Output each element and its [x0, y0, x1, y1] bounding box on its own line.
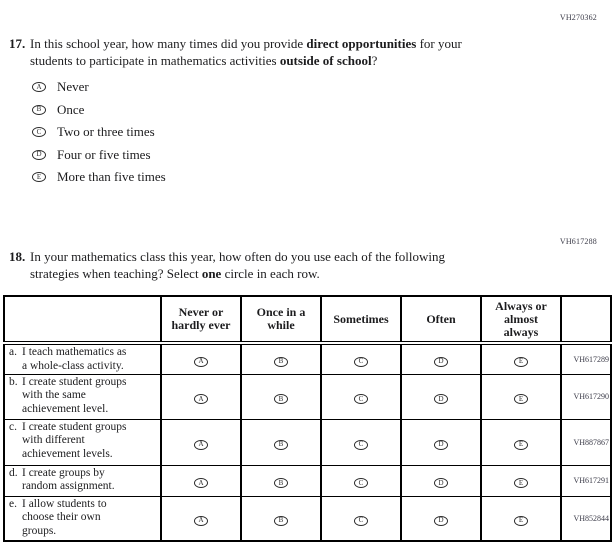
cell-once-in-a-while: [241, 374, 321, 419]
row-stem: [4, 343, 161, 374]
option-never[interactable]: [32, 79, 166, 95]
row-letter: b.: [9, 375, 18, 388]
row-stem: [4, 465, 161, 496]
row-stem: [4, 419, 161, 465]
question-17: [9, 36, 535, 69]
header-always-or-almost-always: [481, 296, 561, 343]
table-header-row: [4, 296, 611, 343]
question-18-text: [30, 249, 535, 282]
strategy-row-b: [4, 374, 611, 419]
header-stem-blank: [4, 296, 161, 343]
option-two-or-three-times[interactable]: [32, 124, 166, 140]
option-label: Four or five times: [57, 146, 151, 162]
bubble-often[interactable]: D: [434, 478, 448, 488]
response-bubble-a[interactable]: A: [32, 82, 46, 92]
option-once[interactable]: [32, 102, 166, 118]
bubble-sometimes[interactable]: C: [354, 357, 368, 367]
header-often: [401, 296, 481, 343]
bubble-always-or-almost-always[interactable]: E: [514, 478, 528, 488]
row-item-code: VH617291: [561, 465, 611, 496]
bubble-sometimes[interactable]: C: [354, 478, 368, 488]
cell-sometimes: [321, 465, 401, 496]
row-letter: a.: [9, 346, 17, 358]
row-stem: [4, 496, 161, 541]
q17-text-segment: for your: [416, 36, 462, 51]
option-label: Never: [57, 79, 89, 94]
header-line: always: [503, 324, 539, 339]
strategy-row-d: [4, 465, 611, 496]
cell-never-or-hardly-ever: [161, 496, 241, 541]
option-more-than-five-times[interactable]: [32, 169, 166, 185]
cell-sometimes: [321, 374, 401, 419]
option-label: Two or three times: [57, 124, 155, 139]
header-line: Once in a: [256, 305, 306, 319]
header-line: while: [267, 318, 295, 332]
cell-once-in-a-while: [241, 465, 321, 496]
row-letter: d.: [9, 466, 18, 479]
cell-always-or-almost-always: [481, 343, 561, 374]
question-18: [9, 249, 535, 282]
strategies-frequency-table: [3, 295, 612, 542]
q17-text-segment: students to participate in mathematics activities: [30, 52, 280, 68]
cell-always-or-almost-always: [481, 419, 561, 465]
row-item-code: VH617290: [561, 374, 611, 419]
bubble-never-or-hardly-ever[interactable]: A: [194, 440, 208, 450]
header-sometimes: [321, 296, 401, 343]
strategy-row-a: [4, 343, 611, 374]
header-code-blank: [561, 296, 611, 343]
bubble-once-in-a-while[interactable]: B: [274, 394, 288, 404]
q18-text-segment: circle in each row.: [221, 265, 320, 281]
question-17-options: [32, 79, 166, 192]
cell-always-or-almost-always: [481, 374, 561, 419]
row-item-code: VH887867: [561, 419, 611, 465]
row-letter: e.: [9, 497, 17, 510]
cell-always-or-almost-always: [481, 496, 561, 541]
cell-sometimes: [321, 419, 401, 465]
bubble-never-or-hardly-ever[interactable]: A: [194, 394, 208, 404]
header-line: Sometimes: [333, 311, 389, 326]
cell-often: [401, 465, 481, 496]
cell-once-in-a-while: [241, 419, 321, 465]
bubble-sometimes[interactable]: C: [354, 516, 368, 526]
cell-often: [401, 419, 481, 465]
item-code-q18: VH617288: [559, 237, 597, 246]
bubble-often[interactable]: D: [434, 440, 448, 450]
header-once-in-a-while: [241, 296, 321, 343]
strategy-row-e: [4, 496, 611, 541]
response-bubble-e[interactable]: E: [32, 172, 46, 182]
response-bubble-b[interactable]: B: [32, 105, 46, 115]
bubble-often[interactable]: D: [434, 394, 448, 404]
bubble-once-in-a-while[interactable]: B: [274, 440, 288, 450]
bubble-always-or-almost-always[interactable]: E: [514, 357, 528, 367]
strategy-row-c: [4, 419, 611, 465]
option-label: More than five times: [57, 169, 166, 184]
row-stem-text: I create student groups with different achievement levels.: [22, 420, 127, 460]
row-stem-text: I allow students to choose their own groups.: [22, 497, 107, 537]
cell-often: [401, 374, 481, 419]
bubble-never-or-hardly-ever[interactable]: A: [194, 357, 208, 367]
row-stem-text: I create groups by random assignment.: [22, 466, 115, 492]
cell-sometimes: [321, 496, 401, 541]
header-line: Always or: [495, 298, 547, 313]
bubble-sometimes[interactable]: C: [354, 394, 368, 404]
bubble-once-in-a-while[interactable]: B: [274, 357, 288, 367]
bubble-always-or-almost-always[interactable]: E: [514, 440, 528, 450]
bubble-often[interactable]: D: [434, 357, 448, 367]
bubble-never-or-hardly-ever[interactable]: A: [194, 478, 208, 488]
cell-once-in-a-while: [241, 496, 321, 541]
cell-sometimes: [321, 343, 401, 374]
header-line: hardly ever: [171, 318, 231, 332]
response-bubble-c[interactable]: C: [32, 127, 46, 137]
header-line: almost: [504, 311, 538, 326]
bubble-once-in-a-while[interactable]: B: [274, 516, 288, 526]
q18-text-segment: In your mathematics class this year, how often do you use each of the following: [30, 249, 446, 264]
bubble-often[interactable]: D: [434, 516, 448, 526]
cell-always-or-almost-always: [481, 465, 561, 496]
row-letter: c.: [9, 420, 17, 433]
row-item-code: VH852844: [561, 496, 611, 541]
header-line: Never or: [178, 305, 224, 319]
cell-never-or-hardly-ever: [161, 419, 241, 465]
item-code-q17: VH270362: [559, 13, 597, 22]
bubble-sometimes[interactable]: C: [354, 440, 368, 450]
q17-text-bold: outside of school: [279, 52, 372, 68]
q17-text-bold: direct opportunities: [306, 36, 417, 51]
cell-never-or-hardly-ever: [161, 343, 241, 374]
bubble-never-or-hardly-ever[interactable]: A: [194, 516, 208, 526]
cell-often: [401, 343, 481, 374]
bubble-always-or-almost-always[interactable]: E: [514, 394, 528, 404]
cell-once-in-a-while: [241, 343, 321, 374]
cell-never-or-hardly-ever: [161, 374, 241, 419]
row-stem-text: I create student groups with the same achievement level.: [22, 375, 127, 415]
row-stem: [4, 374, 161, 419]
q17-text-segment: In this school year, how many times did you provide: [30, 36, 307, 51]
q18-text-segment: strategies when teaching? Select: [30, 265, 202, 281]
row-item-code: VH617289: [561, 343, 611, 374]
question-17-text: [30, 36, 535, 69]
bubble-once-in-a-while[interactable]: B: [274, 478, 288, 488]
row-stem-text: I teach mathematics as a whole-class activity.: [22, 346, 127, 372]
question-18-number: 18.: [9, 249, 26, 264]
header-line: Often: [426, 311, 456, 326]
bubble-always-or-almost-always[interactable]: E: [514, 516, 528, 526]
response-bubble-d[interactable]: D: [32, 150, 46, 160]
option-four-or-five-times[interactable]: [32, 147, 166, 163]
cell-often: [401, 496, 481, 541]
header-never-or-hardly-ever: [161, 296, 241, 343]
option-label: Once: [57, 101, 85, 117]
q17-text-segment: ?: [371, 52, 378, 68]
question-17-number: 17.: [9, 36, 26, 51]
cell-never-or-hardly-ever: [161, 465, 241, 496]
q18-text-bold: one: [201, 265, 222, 281]
